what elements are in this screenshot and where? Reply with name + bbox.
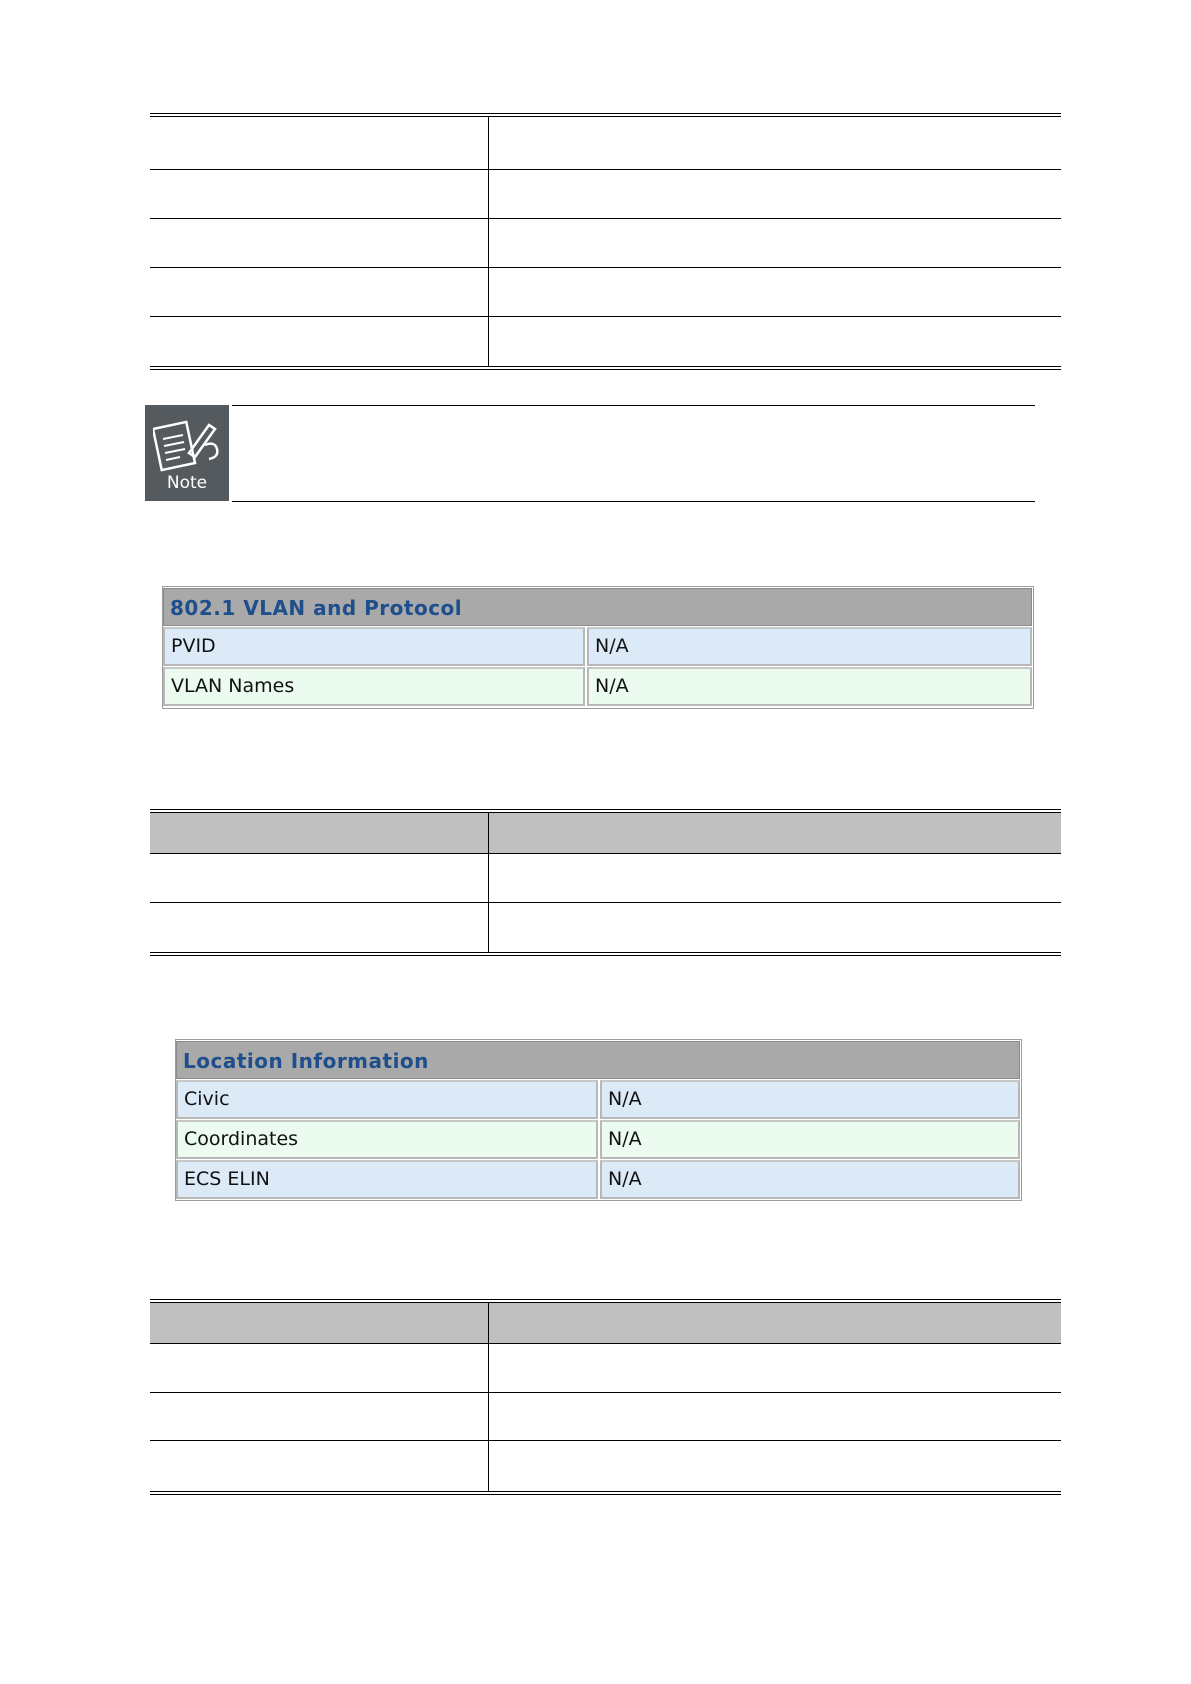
table-row: [150, 903, 1061, 952]
location-information-panel: [175, 1039, 1022, 1201]
note-top-rule: [232, 405, 1035, 406]
panel-value: N/A: [600, 1080, 1020, 1119]
panel-value: N/A: [600, 1120, 1020, 1159]
note-bottom-rule: [232, 501, 1035, 502]
object-description-table-3: [150, 1299, 1061, 1495]
object-description-table-2: [150, 809, 1061, 956]
panel-key: VLAN Names: [163, 667, 585, 706]
table-row: [150, 1344, 1061, 1393]
note-icon: [145, 405, 229, 501]
table-header-row: [150, 1303, 1061, 1344]
panel-title: 802.1 VLAN and Protocol: [163, 588, 1032, 626]
table-header-row: [150, 813, 1061, 854]
panel-row: [176, 1160, 1020, 1199]
panel-value: N/A: [587, 667, 1032, 706]
panel-key: Coordinates: [176, 1120, 598, 1159]
vlan-protocol-panel: [162, 586, 1034, 709]
panel-row: [163, 667, 1032, 706]
table-row: [150, 1393, 1061, 1441]
panel-value: N/A: [600, 1160, 1020, 1199]
object-description-table-1: [150, 113, 1061, 370]
table-row: [150, 268, 1061, 317]
table-row: [150, 170, 1061, 219]
panel-title: Location Information: [176, 1041, 1020, 1079]
panel-row: [176, 1080, 1020, 1119]
table-row: [150, 219, 1061, 268]
table-row: [150, 1441, 1061, 1491]
table-row: [150, 854, 1061, 903]
panel-row: [163, 627, 1032, 666]
panel-row: [176, 1120, 1020, 1159]
panel-value: N/A: [587, 627, 1032, 666]
panel-key: PVID: [163, 627, 585, 666]
note-label: Note: [166, 473, 208, 493]
panel-key: ECS ELIN: [176, 1160, 598, 1199]
table-row: [150, 117, 1061, 170]
table-row: [150, 317, 1061, 366]
panel-key: Civic: [176, 1080, 598, 1119]
